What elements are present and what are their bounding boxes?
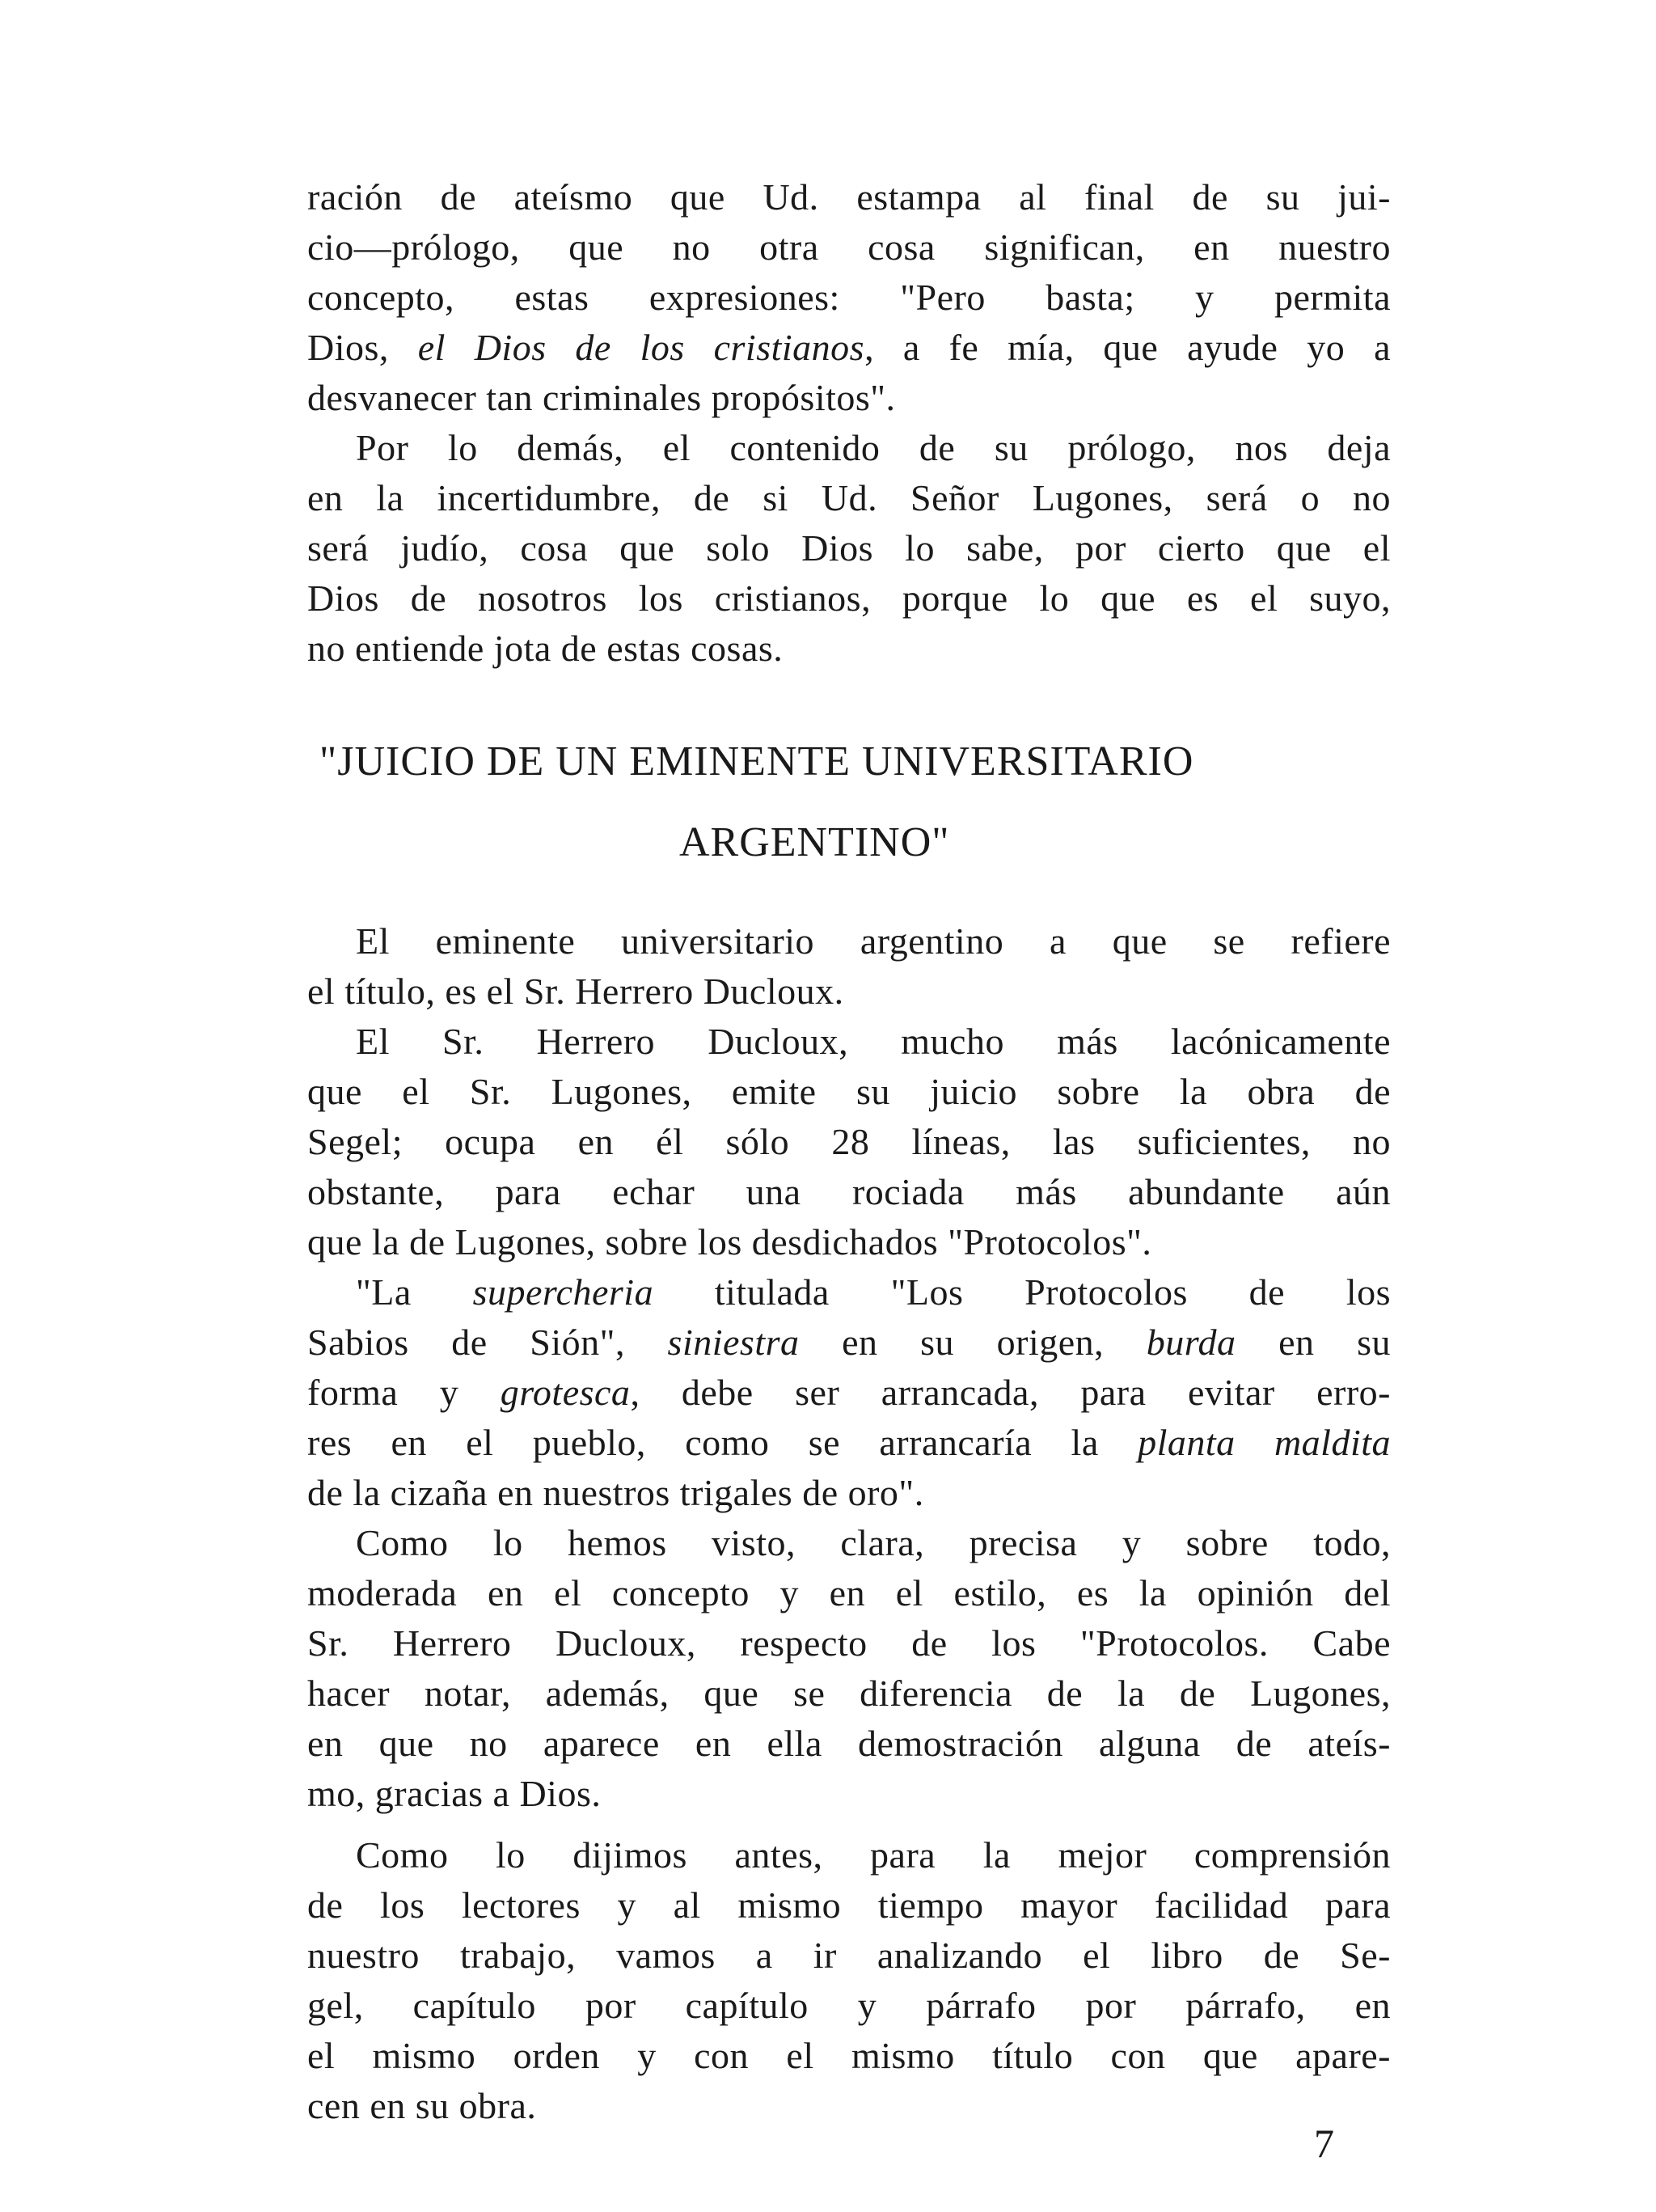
text-fragment: en su origen, bbox=[799, 1322, 1147, 1363]
text-line bbox=[307, 1419, 1391, 1466]
text-line bbox=[307, 1319, 1391, 1366]
text-line: en la incertidumbre, de si Ud. Señor Lugones, será o no bbox=[307, 477, 1391, 518]
italic-text: el Dios de los cristianos bbox=[417, 327, 865, 368]
text-line: Dios de nosotros los cristianos, porque lo que es el suyo, bbox=[307, 577, 1391, 619]
text-line: Segel; ocupa en él sólo 28 líneas, las suficientes, no bbox=[307, 1121, 1391, 1162]
text-fragment: en su bbox=[1236, 1322, 1391, 1363]
page-number: 7 bbox=[1314, 2121, 1334, 2166]
text-line: desvanecer tan criminales propósitos". bbox=[307, 377, 896, 418]
text-line: nuestro trabajo, vamos a ir analizando el libro de Se- bbox=[307, 1935, 1391, 1976]
text-line: hacer notar, además, que se diferencia de la de Lugones, bbox=[307, 1673, 1391, 1714]
text-line: ración de ateísmo que Ud. estampa al final de su jui- bbox=[307, 176, 1391, 218]
heading-line-2: ARGENTINO" bbox=[679, 819, 950, 865]
text-line: obstante, para echar una rociada más abundante aún bbox=[307, 1171, 1391, 1212]
heading-line-1: "JUICIO DE UN EMINENTE UNIVERSITARIO bbox=[319, 738, 1194, 785]
text-line: Como lo dijimos antes, para la mejor comprensión bbox=[356, 1834, 1391, 1876]
text-line: mo, gracias a Dios. bbox=[307, 1773, 602, 1814]
text-line: que el Sr. Lugones, emite su juicio sobre la obra de bbox=[307, 1071, 1391, 1112]
text-line: Por lo demás, el contenido de su prólogo, nos deja bbox=[356, 427, 1391, 468]
text-line: cio—prólogo, que no otra cosa significan, en nuestro bbox=[307, 226, 1391, 268]
text-fragment: res en el pueblo, como se arrancaría la bbox=[307, 1422, 1138, 1463]
italic-text: burda bbox=[1146, 1322, 1236, 1363]
text-fragment: "La bbox=[356, 1271, 473, 1313]
text-line: de los lectores y al mismo tiempo mayor facilidad para bbox=[307, 1884, 1391, 1926]
italic-text: supercheria bbox=[472, 1271, 654, 1313]
italic-text: siniestra bbox=[667, 1322, 800, 1363]
text-line bbox=[307, 1369, 1391, 1416]
text-fragment: Sabios de Sión", bbox=[307, 1322, 668, 1363]
text-line: el mismo orden y con el mismo título con que apare- bbox=[307, 2035, 1391, 2076]
text-line bbox=[356, 1269, 1391, 1316]
text-line: de la cizaña en nuestros trigales de oro". bbox=[307, 1472, 924, 1513]
text-line: será judío, cosa que solo Dios lo sabe, por cierto que el bbox=[307, 527, 1391, 569]
text-line: Como lo hemos visto, clara, precisa y sobre todo, bbox=[356, 1522, 1391, 1563]
text-line: cen en su obra. bbox=[307, 2085, 537, 2126]
text-fragment: titulada "Los Protocolos de los bbox=[653, 1271, 1391, 1313]
text-fragment: , debe ser arrancada, para evitar erro- bbox=[630, 1372, 1391, 1413]
text-line: no entiende jota de estas cosas. bbox=[307, 628, 784, 669]
text-line: El Sr. Herrero Ducloux, mucho más lacónicamente bbox=[356, 1021, 1391, 1062]
text-line: moderada en el concepto y en el estilo, es la opinión del bbox=[307, 1572, 1391, 1614]
text-fragment: Dios, bbox=[307, 327, 418, 368]
text-line: que la de Lugones, sobre los desdichados "Protocolos". bbox=[307, 1221, 1152, 1262]
italic-text: planta maldita bbox=[1138, 1422, 1392, 1463]
text-line: gel, capítulo por capítulo y párrafo por párrafo, en bbox=[307, 1985, 1391, 2026]
text-fragment: forma y bbox=[307, 1372, 501, 1413]
text-line: El eminente universitario argentino a que se refiere bbox=[356, 920, 1391, 962]
text-line bbox=[307, 324, 1391, 371]
text-line: el título, es el Sr. Herrero Ducloux. bbox=[307, 971, 844, 1012]
text-line: Sr. Herrero Ducloux, respecto de los "Protocolos. Cabe bbox=[307, 1622, 1391, 1664]
italic-text: grotesca bbox=[500, 1372, 631, 1413]
text-line: en que no aparece en ella demostración alguna de ateís- bbox=[307, 1723, 1391, 1764]
text-fragment: , a fe mía, que ayude yo a bbox=[864, 327, 1391, 368]
text-line: concepto, estas expresiones: "Pero basta; y permita bbox=[307, 277, 1391, 318]
